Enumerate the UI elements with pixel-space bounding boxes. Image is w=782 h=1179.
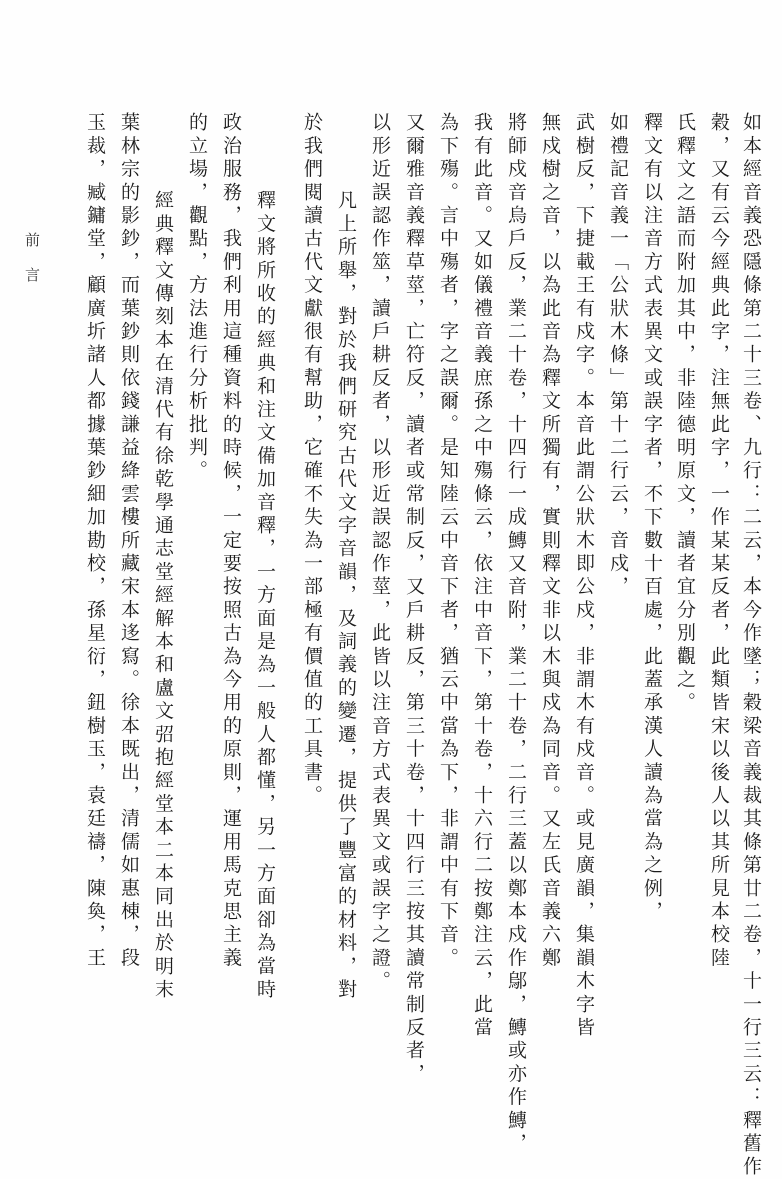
- text-column: 無戍樹之音，以為此音為釋文所獨有，實則釋文非以木與戍為同音。又左氏音義六鄭: [539, 112, 561, 971]
- text-column: 以形近誤認作筮，讀戶耕反者，以形近誤認作莖，此皆以注音方式表異文或誤字之證。: [369, 112, 391, 994]
- text-column: 將師戍音烏戶反，業二十卷，十四行一成鱄又音附，業二十卷，二行三蓋以鄭本戍作鄔，鱄或亦作鱄，: [505, 112, 527, 1156]
- text-column: 我有此音。又如儀禮音義庶孫之中殤條云，依注中音下，第十卷，十六行二按鄭注云，此當: [471, 112, 493, 1040]
- text-column: 經典釋文傳刻本在清代有徐乾學通志堂經解本和盧文弨抱經堂本二本同出於明末: [152, 190, 174, 1002]
- text-column: 釋文有以注音方式表異文或誤字者，不下數十百處，此蓋承漢人讀為當為之例，: [641, 112, 663, 924]
- text-column: 政治服務，我們利用這種資料的時候，一定要按照古為今用的原則，運用馬克思主義: [220, 112, 242, 971]
- text-column: 氏釋文之語而附加其中，非陸德明原文，讀者宜分別觀之。: [674, 112, 696, 716]
- text-column: 於我們閱讀古代文獻很有幫助，它確不失為一部極有價值的工具書。: [301, 112, 323, 808]
- text-column: 葉林宗的影鈔，而葉鈔則依錢謙益絳雲樓所藏宋本迻寫。徐本既出，清儒如惠棟，段: [118, 112, 140, 971]
- text-column: 為下殤。言中殤者，字之誤爾。是知陸云中音下者，猶云中當為下，非謂中有下音。: [437, 112, 459, 971]
- text-column: 凡上所舉，對於我們研究古代文字音韻，及詞義的變遷，提供了豐富的材料，對: [335, 190, 357, 1002]
- text-column: 如本經音義恐隱條第二十三卷、九行：二云，本今作墜；穀梁音義裁其條第廿二卷，十一行三云：釋舊作: [740, 112, 762, 1179]
- text-column: 玉裁，臧鏞堂，顧廣圻諸人都據葉鈔細加勘校，孫星衍，鈕樹玉，袁廷禱，陳奐，王: [84, 112, 106, 971]
- text-column: 又爾雅音義釋草莖，亡符反，讀者或常制反，又戶耕反，第三十卷，十四行三按其讀常制反者，: [403, 112, 425, 1087]
- text-column: 武樹反，下捷載王有戍字。本音此謂公狀木即公戍，非謂木有戍音。或見廣韻，集韻木字皆: [573, 112, 595, 1040]
- text-column: 如禮記音義一「公狀木條」第十二行云，音戍，: [607, 112, 629, 600]
- text-column: 的立場，觀點，方法進行分析批判。: [186, 112, 208, 484]
- text-column: 穀，又有云今經典此字，注無此字，一作某某反者，此類皆宋以後人以其所見本校陸: [708, 112, 730, 971]
- side-label: 前言: [23, 232, 41, 302]
- text-column: 釋文將所收的經典和注文備加音釋，一方面是為一般人都懂，另一方面卻為當時: [254, 190, 276, 1002]
